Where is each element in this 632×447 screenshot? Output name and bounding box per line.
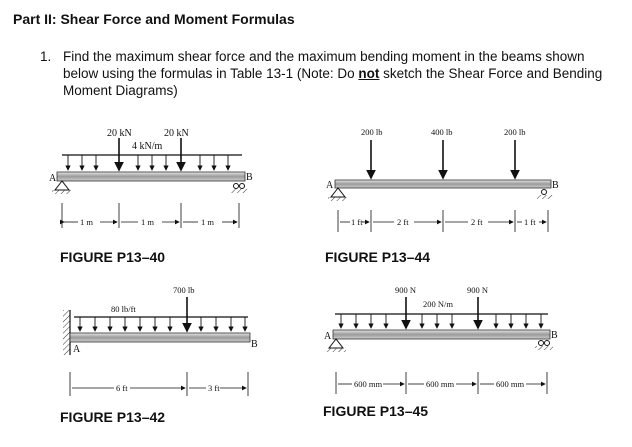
point-load-label: 700 lb [173,285,195,295]
dim-1-label: 1 ft [351,217,363,227]
support-b-label: B [251,339,258,350]
dim-3-label: 1 m [201,217,214,227]
dim-2-label: 2 ft [397,217,409,227]
dim-2-label: 600 mm [426,379,455,389]
section-title: Part II: Shear Force and Moment Formulas [13,11,295,27]
load-left-label: 20 kN [107,128,132,139]
support-b-label: B [551,330,558,341]
figure-p13-45 [323,285,558,419]
load-1-label: 900 N [395,285,417,295]
figure-p13-42 [60,285,258,425]
question-number: 1. [40,49,52,64]
figure-caption-p13-45: FIGURE P13–45 [323,403,429,419]
load-2-label: 400 lb [431,127,453,137]
dim-4-label: 1 ft [524,217,536,227]
support-a-label: A [324,331,332,342]
support-b-label: B [552,180,559,191]
question-text-after: sketch the Shear Force and Bending Moment Diagrams) [63,66,603,98]
figure-p13-44 [325,127,559,265]
question-text-before: Find the maximum shear force and the maximum bending moment in the beams shown below using the formulas in Table 13-1 (Note: Do [63,49,585,81]
figure-caption-p13-44: FIGURE P13–44 [325,249,431,265]
load-3-label: 200 lb [504,127,526,137]
load-right-label: 20 kN [164,128,189,139]
figure-caption-p13-40: FIGURE P13–40 [60,249,166,265]
figure-caption-p13-42: FIGURE P13–42 [60,409,166,425]
dim-1-label: 1 m [80,217,93,227]
load-2-label: 900 N [467,285,489,295]
dist-load-label: 4 kN/m [132,141,163,152]
figure-p13-40 [49,128,253,265]
support-a-label: A [73,344,81,355]
dim-2-label: 1 m [141,217,154,227]
support-a-label: A [326,180,334,191]
dim-1-label: 6 ft [116,383,128,393]
support-b-label: B [246,172,253,183]
dim-1-label: 600 mm [354,379,383,389]
dim-2-label: 3 ft [208,383,220,393]
load-1-label: 200 lb [361,127,383,137]
question-emphasis: not [358,66,380,81]
dist-load-label: 80 lb/ft [111,304,136,314]
dim-3-label: 2 ft [471,217,483,227]
dist-load-label: 200 N/m [423,299,453,309]
support-a-label: A [49,173,57,184]
dim-3-label: 600 mm [496,379,525,389]
